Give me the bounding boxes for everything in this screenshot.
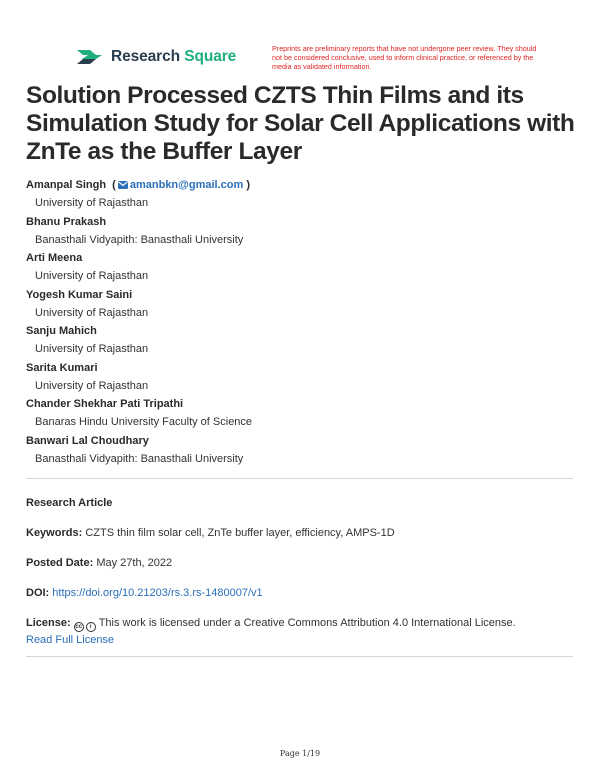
page-header <box>76 44 580 80</box>
doi <box>26 585 576 601</box>
divider <box>26 478 573 479</box>
author-affiliation: University of Rajasthan <box>35 306 149 319</box>
preprint-disclaimer: Preprints are preliminary reports that have not undergone peer review. They should not be considered conclusive, used to inform clinical practice, or referenced by the media as validated information. <box>272 44 537 71</box>
author-name: Sanju Mahich <box>26 325 97 337</box>
author-affiliation: Banasthali Vidyapith: Banasthali University <box>35 233 244 246</box>
logo-text: Research Square <box>111 48 237 65</box>
author-name: Arti Meena <box>26 252 83 264</box>
keywords <box>26 525 576 541</box>
author-name: Chander Shekhar Pati Tripathi <box>26 398 184 410</box>
author-entry <box>26 324 576 361</box>
author-name: Bhanu Prakash <box>26 215 107 228</box>
read-full-license-link[interactable]: Read Full License <box>26 634 115 646</box>
author-list <box>26 178 576 470</box>
author-entry <box>26 361 576 398</box>
license-label: License: <box>26 617 71 629</box>
author-affiliation: University of Rajasthan <box>35 379 149 392</box>
divider <box>26 656 573 657</box>
author-entry <box>26 434 576 471</box>
author-name: Yogesh Kumar Saini <box>26 288 133 301</box>
keywords-label: Keywords: <box>26 527 83 539</box>
author-affiliation: Banasthali Vidyapith: Banasthali University <box>35 452 244 465</box>
author-entry <box>26 397 576 434</box>
author-email-link[interactable]: amanbkn@gmail.com <box>129 179 244 191</box>
creative-commons-icon: cc i <box>74 622 96 632</box>
research-square-logo[interactable] <box>76 46 236 68</box>
envelope-icon <box>118 181 128 189</box>
license-text: This work is licensed under a Creative Commons Attribution 4.0 International License. <box>98 617 516 629</box>
author-affiliation: University of Rajasthan <box>35 343 149 355</box>
author-affiliation: University of Rajasthan <box>35 197 149 209</box>
author-name: Amanpal Singh <box>26 179 107 191</box>
doi-label: DOI: <box>26 587 50 599</box>
page-number: Page 1/19 <box>279 749 321 758</box>
author-email-wrap: ( amanbkn@gmail.com ) <box>109 179 251 191</box>
author-entry <box>26 288 576 325</box>
article-type: Research Article <box>26 497 113 509</box>
posted-date <box>26 555 576 571</box>
research-square-logo-icon <box>76 46 104 68</box>
posted-date-label: Posted Date: <box>26 557 94 569</box>
author-entry <box>26 178 576 215</box>
author-name: Banwari Lal Choudhary <box>26 434 149 447</box>
author-affiliation: Banaras Hindu University Faculty of Science <box>35 416 253 428</box>
paper-title: Solution Processed CZTS Thin Films and its Simulation Study for Solar Cell Applications with ZnTe as the Buffer Layer <box>26 82 575 165</box>
keywords-value: CZTS thin film solar cell, ZnTe buffer layer, efficiency, AMPS-1D <box>85 527 395 539</box>
doi-link[interactable]: https://doi.org/10.21203/rs.3.rs-1480007/v1 <box>52 587 263 599</box>
posted-date-value: May 27th, 2022 <box>96 557 173 569</box>
author-name: Sarita Kumari <box>26 361 98 374</box>
author-entry <box>26 251 576 288</box>
license <box>26 615 576 648</box>
author-entry <box>26 215 576 252</box>
author-affiliation: University of Rajasthan <box>35 270 149 282</box>
